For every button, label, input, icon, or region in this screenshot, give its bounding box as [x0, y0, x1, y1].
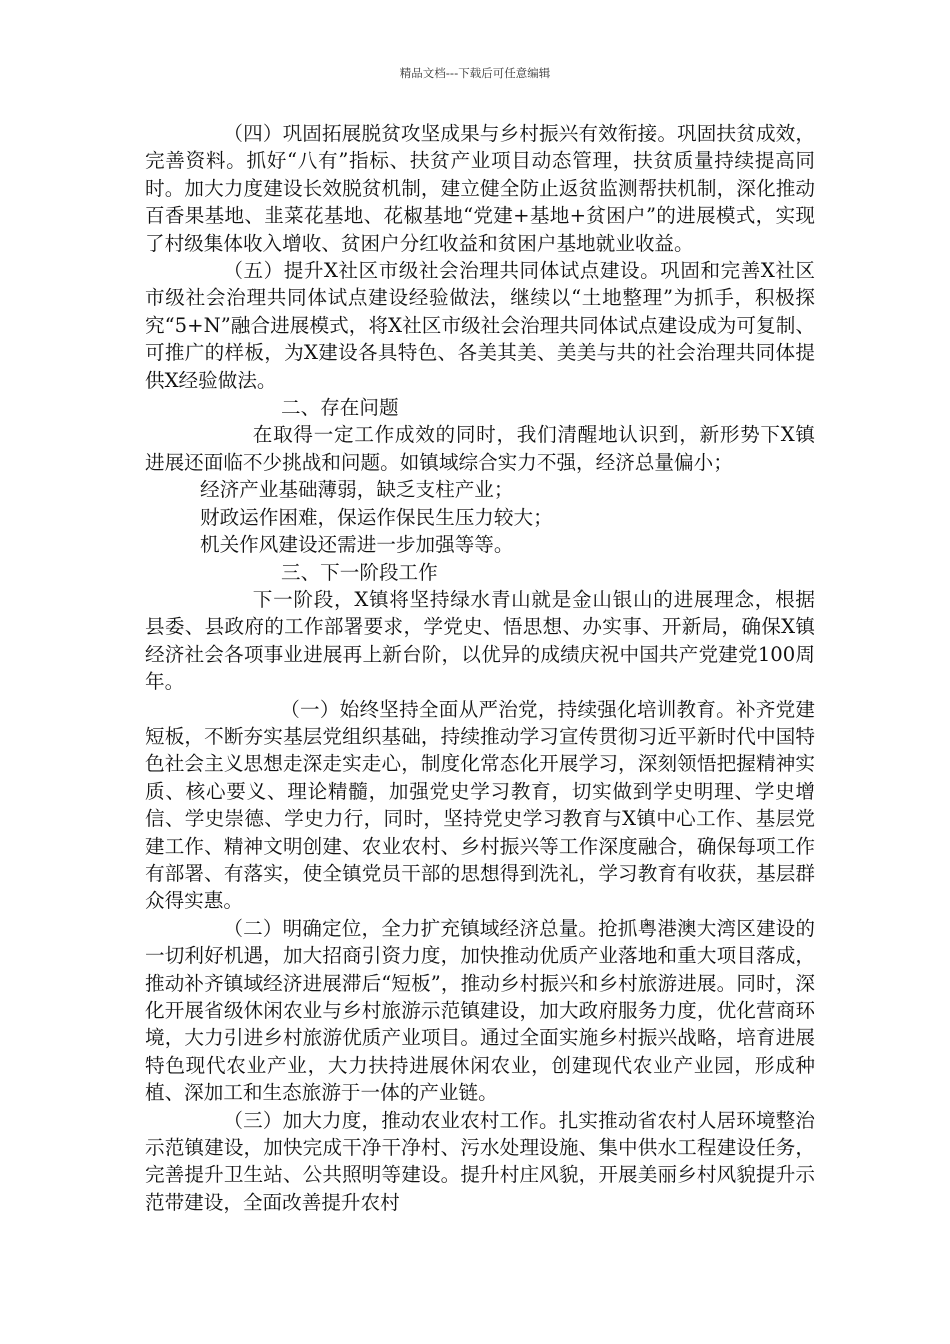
paragraph-poverty-alleviation: （四）巩固拓展脱贫攻坚成果与乡村振兴有效衔接。巩固扶贫成效，完善资料。抓好“八有”指标、扶贫产业项目动态管理，扶贫质量持续提高同时。加大力度建设长效脱贫机制，建立健全防止返贫监测帮扶机制，深化推动百香果基地、韭菜花基地、花椒基地“党建+基地+贫困户”的进展模式，实现了村级集体收入增收、贫困户分红收益和贫困户基地就业收益。 [145, 122, 815, 255]
problem-item-style: 机关作风建设还需进一步加强等等。 [200, 533, 514, 557]
section-heading-problems: 二、存在问题 [281, 396, 399, 420]
problem-item-economy: 经济产业基础薄弱，缺乏支柱产业； [200, 478, 514, 502]
paragraph-problems-intro: 在取得一定工作成效的同时，我们清醒地认识到，新形势下X镇进展还面临不少挑战和问题。如镇域综合实力不强，经济总量偏小； [145, 423, 815, 474]
problem-item-finance: 财政运作困难，保运作保民生压力较大； [200, 505, 553, 529]
paragraph-agriculture-rural: （三）加大力度，推动农业农村工作。扎实推动省农村人居环境整治示范镇建设，加快完成干净干净村、污水处理设施、集中供水工程建设任务，完善提升卫生站、公共照明等建设。提升村庄风貌，开展美丽乡村风貌提升示范带建设，全面改善提升农村 [145, 1108, 815, 1214]
paragraph-social-governance: （五）提升X社区市级社会治理共同体试点建设。巩固和完善X社区市级社会治理共同体试点建设经验做法，继续以“土地整理”为抓手，积极探究“5+N”融合进展模式，将X社区市级社会治理共同体试点建设成为可复制、可推广的样板，为X建设各具特色、各美其美、美美与共的社会治理共同体提供X经验做法。 [145, 259, 815, 392]
page-header-watermark: 精品文档---下载后可任意编辑 [399, 66, 551, 80]
paragraph-next-stage-intro: 下一阶段，X镇将坚持绿水青山就是金山银山的进展理念，根据县委、县政府的工作部署要求，学党史、悟思想、办实事、开新局，确保X镇经济社会各项事业进展再上新台阶，以优异的成绩庆祝中国共产党建党100周年。 [145, 587, 815, 694]
section-heading-next-stage: 三、下一阶段工作 [281, 560, 438, 584]
paragraph-economy-expansion: （二）明确定位，全力扩充镇域经济总量。抢抓粤港澳大湾区建设的一切利好机遇，加大招商引资力度，加快推动优质产业落地和重大项目落成，推动补齐镇域经济进展滞后“短板”，推动乡村振兴和乡村旅游进展。同时，深化开展省级休闲农业与乡村旅游示范镇建设，加大政府服务力度，优化营商环境，大力引进乡村旅游优质产业项目。通过全面实施乡村振兴战略，培育进展特色现代农业产业，大力扶持进展休闲农业，创建现代农业产业园，形成种植、深加工和生态旅游于一体的产业链。 [145, 916, 815, 1105]
paragraph-party-building: （一）始终坚持全面从严治党，持续强化培训教育。补齐党建短板，不断夯实基层党组织基础，持续推动学习宣传贯彻习近平新时代中国特色社会主义思想走深走实走心，制度化常态化开展学习，深刻领悟把握精神实质、核心要义、理论精髓，加强党史学习教育，切实做到学史明理、学史增信、学史崇德、学史力行，同时，坚持党史学习教育与X镇中心工作、基层党建工作、精神文明创建、农业农村、乡村振兴等工作深度融合，确保每项工作有部署、有落实，使全镇党员干部的思想得到洗礼，学习教育有收获，基层群众得实惠。 [145, 697, 815, 913]
document-body [145, 120, 815, 1216]
